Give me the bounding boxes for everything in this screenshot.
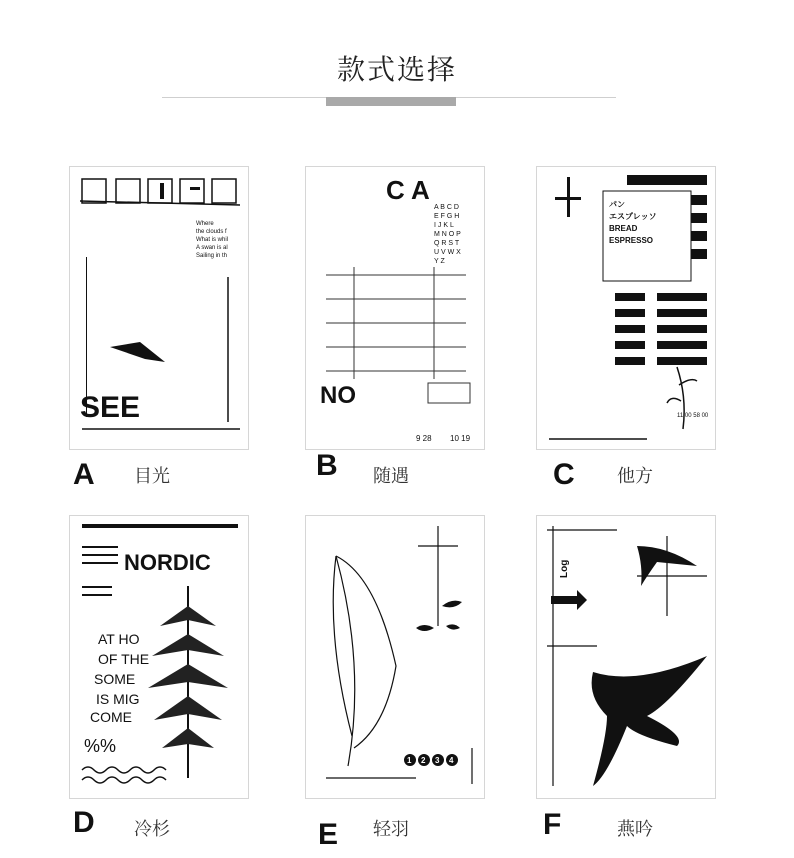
style-letter-e: E [318, 818, 339, 851]
card-c-line: BREAD [609, 224, 638, 233]
card-b-alpha: Y Z [434, 258, 445, 265]
card-c-line: パン [609, 200, 625, 209]
card-e-number: 1 [407, 756, 412, 765]
card-e-number: 2 [421, 756, 426, 765]
card-d-hand: SOME [94, 671, 136, 687]
style-card-d[interactable] [69, 515, 249, 799]
card-b-no: NO [320, 382, 356, 409]
style-letter-b: B [316, 449, 338, 482]
card-e-number: 3 [435, 756, 440, 765]
card-c-line: エスプレッソ [609, 212, 657, 221]
style-letter-f: F [543, 808, 562, 841]
card-a-line: A swan is al [196, 245, 228, 251]
card-d-hand: AT HO [98, 631, 140, 647]
card-e-number: 4 [449, 756, 454, 765]
style-b-artwork [306, 167, 484, 449]
style-name-d: 冷杉 [134, 819, 170, 840]
style-card-b[interactable] [305, 166, 485, 450]
card-a-line: What is whil [196, 237, 229, 243]
style-name-c: 他方 [617, 466, 653, 487]
card-b-alpha: U V W X [434, 249, 461, 256]
card-d-hand: IS MIG [96, 691, 140, 707]
style-name-e: 轻羽 [373, 819, 409, 840]
card-b-big-letters: C A [386, 175, 430, 205]
style-f-artwork [537, 516, 715, 798]
card-b-alpha: M N O P [434, 231, 461, 238]
style-c-artwork [537, 167, 715, 449]
card-b-alpha: Q R S T [434, 240, 460, 247]
card-a-line: Where [196, 221, 214, 227]
card-a-word: SEE [80, 391, 141, 424]
card-d-word: NORDIC [124, 550, 211, 575]
card-b-alpha: A B C D [434, 204, 459, 211]
style-name-f: 燕吟 [617, 819, 653, 840]
style-name-b: 随遇 [373, 466, 409, 487]
card-f-tag: Log [559, 559, 570, 578]
card-d-hand: OF THE [98, 651, 150, 667]
card-a-line: Sailing in th [196, 253, 228, 259]
card-b-date-left: 9 28 [416, 434, 432, 443]
style-card-e[interactable] [305, 515, 485, 799]
style-card-f[interactable] [536, 515, 716, 799]
card-d-symbol: %% [84, 736, 117, 756]
title-underline-bar [326, 97, 456, 106]
card-d-hand: COME [90, 709, 132, 725]
style-d-artwork [70, 516, 248, 798]
style-letter-c: C [553, 458, 575, 491]
page-title: 款式选择 [336, 53, 457, 86]
card-c-line: ESPRESSO [609, 236, 654, 245]
card-b-alpha: I J K L [434, 222, 454, 229]
card-a-line: the clouds f [196, 229, 227, 235]
style-a-artwork [70, 167, 248, 449]
card-c-time: 11 00 58 00 [677, 413, 709, 419]
style-card-c[interactable] [536, 166, 716, 450]
style-e-artwork [306, 516, 484, 798]
style-card-a[interactable] [69, 166, 249, 450]
style-letter-d: D [73, 806, 95, 839]
card-b-date-right: 10 19 [450, 434, 471, 443]
card-b-alpha: E F G H [434, 213, 460, 220]
style-name-a: 目光 [134, 466, 170, 487]
style-letter-a: A [73, 458, 95, 491]
